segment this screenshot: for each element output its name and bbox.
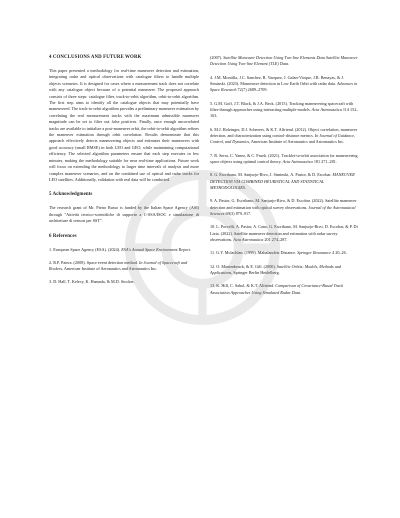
reference-details: 181 271–281.: [312, 159, 337, 165]
conclusions-heading: 4 CONCLUSIONS AND FUTURE WORK: [49, 55, 142, 60]
references-list-left: [49, 247, 199, 286]
right-column: [210, 55, 360, 303]
reference-details: , Springer Berlin Heidelberg.: [231, 269, 280, 275]
reference-item: [210, 250, 360, 256]
reference-source: MANEUVER DETECTION VIA COMBINED HEURISTICAL AND STATISTICAL METHODOLOGIES.: [210, 172, 355, 191]
reference-source: Advances in Space Research: [210, 81, 358, 93]
reference-details: 69(3) 879–917.: [224, 211, 252, 217]
reference-details: 114 152–163.: [210, 107, 359, 119]
left-column: [49, 55, 199, 293]
reference-source: Comparison of Covariance-Based Track Association Approaches Using Simulated Radar Data.: [210, 283, 344, 295]
reference-item: [210, 172, 360, 191]
reference-text: 13. K. Hill, C. Sabol, & K.T. Alfriend.: [210, 283, 276, 289]
reference-item: [210, 224, 360, 243]
references-heading: 6 References: [49, 233, 77, 239]
acknowledgments-heading: 5 Acknowledgments: [49, 192, 93, 198]
reference-text: 6. M.J. Holzinger, D.J. Scheeres, & K.T. Alfriend. (2012). Object correlation, maneuver detection, and characterization using control-distance metrics.: [210, 126, 358, 139]
reference-details: 201 274–287.: [263, 237, 288, 243]
reference-item: [210, 264, 360, 277]
reference-text: 1. European Space Agency (ESA). (2024).: [49, 246, 122, 252]
reference-details: , American Institute of Aeronautics and Astronautics Inc.: [62, 266, 158, 272]
reference-source: In Journal of Guidance, Control, and Dynamics: [210, 133, 356, 145]
reference-item: [49, 247, 199, 253]
reference-text: 7. R. Serra, C. Yanez, & C. Frueh. (2021). Tracklet-to-orbit association for maneuvering space objects using optimal control theory.: [210, 152, 358, 165]
conclusions-paragraph: This paper presented a methodology for real-time maneuver detection and estimation, integrating radar and optical observations with catalogue filters to handle multiple objects scenarios. It is designed for cases where a measurement track does not correlate with any catalogue object because of a potential maneuver. The proposed approach consists of three steps: catalogue filter, track-to-orbit algorithm, orbit-to-orbit algorithm. The first step aims to identify all the catalogue objects that may potentially have maneuvered. The track-to-orbit algorithm provides a preliminary maneuver estimation by correlating the real measurement tracks with the maximum admissible maneuver magnitude can be set to filter out false positives. Finally, once enough uncorrelated tracks are available to initialize a post-maneuver orbit, the orbit-to-orbit algorithm refines the maneuver estimation through orbit correlation. Results demonstrate that this approach effectively detects maneuvering objects and estimates their maneuvers with good accuracy (small RMSE) in both LEO and GEO, while maintaining computational efficiency. The selected algorithm parameters ensure that each step executes in few minutes, making the methodology suitable for near real-time applications. Future work will focus on extending the methodology to larger time intervals of analysis and more complex maneuver scenarios, and on the combined use of optical and radar tracks for LEO satellites. Additionally, validation with real data will be conducted.: [49, 68, 199, 182]
reference-text: 4. J.M. Montilla, J.C. Sanchez, R. Vazquez, J. Galan-Vioque, J.R. Benayas, & J. Siminski. (2023). Manoeuvre detection in Low Earth Orbit with radar data.: [210, 74, 345, 87]
reference-text: 2. R.P. Patera. (2008). Space event detection method.: [49, 259, 140, 265]
reference-text: 10. L. Porcelli, A. Pastor, A. Cano, G. Escribano, M. Sanjurjo-Rivo, D. Escobar, & P. Di Lizia. (2022). Satellite maneuver detection and estimation with radar survey observations.: [210, 224, 358, 243]
reference-item: [210, 198, 360, 217]
reference-source: Journal of the Astronautical Sciences: [210, 204, 356, 217]
reference-details: 72(7) 2689–2709.: [236, 87, 268, 93]
reference-source: Satellite Orbits: Models, Methods and Applications: [210, 263, 341, 275]
reference-item: [210, 75, 360, 94]
reference-item: [49, 279, 199, 285]
reference-text: 12. O. Montenbruck, & E. Gill. (2000).: [210, 263, 277, 269]
reference-item: [210, 283, 360, 296]
reference-text: (2007).: [210, 55, 224, 60]
reference-item: [210, 55, 360, 68]
reference-text: 9. A. Pastor, G. Escribano, M. Sanjurjo-Rivo, & D. Escobar. (2022). Satellite maneuver detection and estimation with optical survey observations.: [210, 198, 357, 210]
reference-source: Acta Astronautica: [311, 107, 342, 113]
reference-text: 8. G. Escribano, M. Sanjurjo-Rivo, J. Siminski, A. Pastor, & D. Escobar.: [210, 172, 333, 178]
reference-source: ESA's Annual Space Environment Report.: [121, 246, 192, 252]
reference-source: In Journal of Spacecraft and Rockets: [49, 259, 188, 272]
reference-details: 4 20–26.: [331, 250, 347, 256]
reference-text: 11. G.Y. Mclachlan. (1999). Mahalanobis Distance.: [210, 250, 298, 256]
reference-source: Acta Astronautica: [233, 237, 264, 243]
references-list-right: [210, 55, 360, 296]
reference-item: [49, 260, 199, 273]
reference-source: Springer Resonance: [297, 250, 332, 256]
reference-details: , American Institute of Aeronautics and Astronautics Inc.: [249, 139, 345, 145]
reference-text: 3. D. Hall, T. Kelecy, K. Hamada, & M.D. Stocker.: [49, 279, 135, 285]
reference-source: Acta Astronautica: [282, 159, 313, 165]
reference-item: [210, 101, 360, 120]
reference-item: [210, 127, 360, 146]
acknowledgments-paragraph: The research grant of Mr. Pietro Russo is funded by the Italian Space Agency (ASI) through "Attività tecnico-scientifiche di supporto a C-SSA/ISOC e simulazione di architetture di sensori per SST".: [49, 205, 199, 224]
reference-text: 5. G.M. Goff, J.T. Black, & J.A. Beck. (2015). Tracking maneuvering spacecraft with filter-through approaches using interacting multiple models.: [210, 100, 354, 113]
reference-item: [210, 153, 360, 166]
reference-source: Satellite Maneuver Detection Using Two-line Elements Data Satellite Maneuver Detection Using Two-line Element (TLE) Data.: [210, 55, 358, 67]
